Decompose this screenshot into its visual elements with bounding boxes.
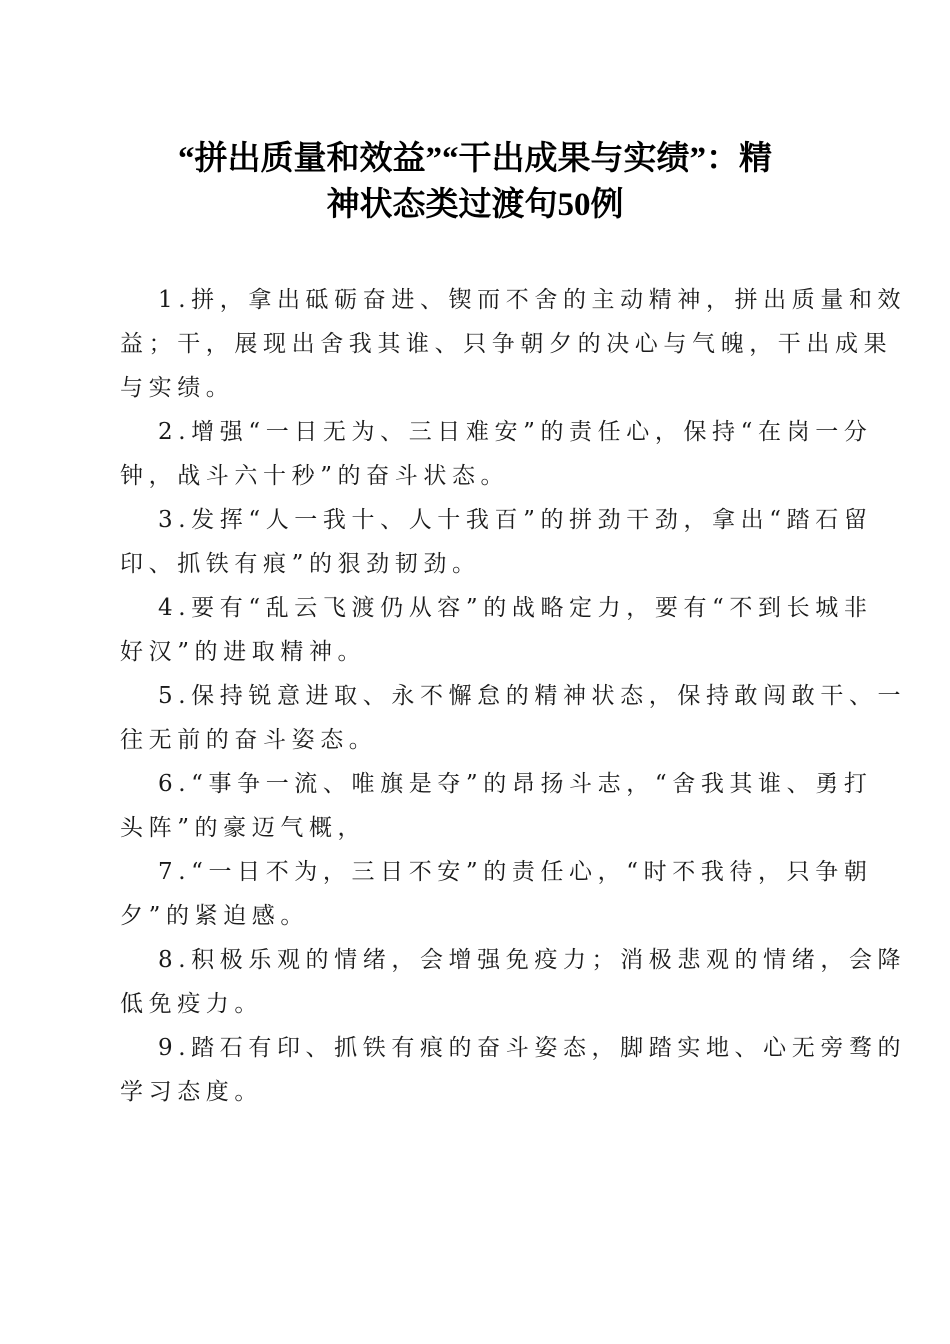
paragraph-line: 与实绩。	[120, 375, 235, 401]
paragraph-line: 3.发挥“人一我十、人十我百”的拼劲干劲，拿出“踏石留	[158, 507, 873, 533]
paragraph-line: 2.增强“一日无为、三日难安”的责任心，保持“在岗一分	[158, 419, 873, 445]
paragraph-line: 学习态度。	[120, 1079, 263, 1105]
document-body	[120, 280, 907, 1116]
paragraph-8	[120, 940, 907, 1028]
paragraph-line: 夕”的紧迫感。	[120, 903, 309, 929]
paragraph-2	[120, 412, 873, 500]
paragraph-line: 9.踏石有印、抓铁有痕的奋斗姿态，脚踏实地、心无旁骛的	[158, 1035, 907, 1061]
paragraph-1	[120, 280, 907, 412]
paragraph-line: 低免疫力。	[120, 991, 263, 1017]
paragraph-line: 钟，战斗六十秒”的奋斗状态。	[120, 463, 510, 489]
paragraph-7	[120, 852, 873, 940]
title-line-2: 神状态类过渡句50例	[326, 187, 624, 223]
paragraph-5	[120, 676, 907, 764]
paragraph-line: 1.拼，拿出砥砺奋进、锲而不舍的主动精神，拼出质量和效	[158, 287, 907, 313]
paragraph-line: 7.“一日不为，三日不安”的责任心，“时不我待，只争朝	[158, 859, 873, 885]
page-title	[120, 136, 830, 228]
paragraph-line: 印、抓铁有痕”的狠劲韧劲。	[120, 551, 481, 577]
title-line-1: “拼出质量和效益”“干出成果与实绩”：精	[178, 141, 772, 177]
paragraph-line: 头阵”的豪迈气概，	[120, 815, 367, 841]
paragraph-line: 8.积极乐观的情绪，会增强免疫力；消极悲观的情绪，会降	[158, 947, 907, 973]
paragraph-line: 益；干，展现出舍我其谁、只争朝夕的决心与气魄，干出成果	[120, 331, 893, 357]
paragraph-9	[120, 1028, 907, 1116]
paragraph-4	[120, 588, 873, 676]
paragraph-line: 4.要有“乱云飞渡仍从容”的战略定力，要有“不到长城非	[158, 595, 873, 621]
paragraph-line: 好汉”的进取精神。	[120, 639, 367, 665]
paragraph-line: 往无前的奋斗姿态。	[120, 727, 378, 753]
paragraph-3	[120, 500, 873, 588]
paragraph-line: 6.“事争一流、唯旗是夺”的昂扬斗志，“舍我其谁、勇打	[158, 771, 873, 797]
paragraph-line: 5.保持锐意进取、永不懈怠的精神状态，保持敢闯敢干、一	[158, 683, 907, 709]
paragraph-6	[120, 764, 873, 852]
